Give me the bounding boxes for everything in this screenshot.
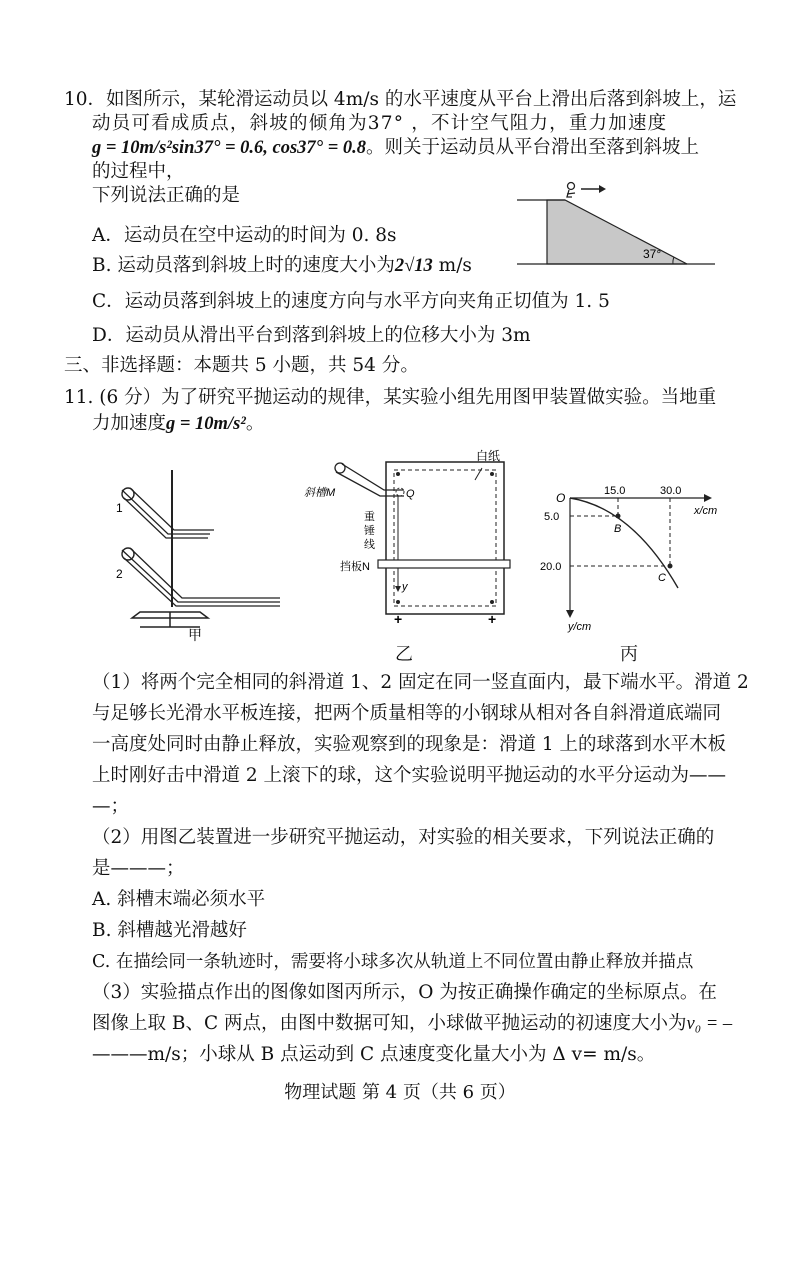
bing-x-tick-2: 30.0	[660, 485, 682, 497]
figure-yi	[300, 440, 525, 635]
q11-v0-blank: v₀ = –	[686, 1014, 733, 1034]
q11-p3-line3: ———m/s；小球从 B 点运动到 C 点速度变化量大小为 Δ v= m/s。	[92, 1044, 656, 1065]
jia-label-2: 2	[116, 567, 123, 581]
yi-chute-label: 斜槽M	[304, 487, 336, 499]
q11-line2	[92, 412, 264, 436]
svg-text:+: +	[394, 611, 403, 627]
q10-option-b	[92, 254, 472, 278]
q11-p1-line1: （1）将两个完全相同的斜滑道 1、2 固定在同一竖直面内，最下端水平。滑道 2	[92, 672, 749, 693]
q11-p1-line5: —；	[92, 796, 130, 817]
q10-option-d: D．运动员从滑出平台到落到斜坡上的位移大小为 3m	[92, 325, 531, 346]
q10-line2: 动员可看成质点，斜坡的倾角为37° ，不计空气阻力，重力加速度	[92, 113, 668, 134]
bing-c-label: C	[658, 572, 666, 584]
q10-line4: 的过程中，	[92, 161, 185, 182]
q11-p3-line2	[92, 1012, 732, 1036]
q11-p3-line1: （3）实验描点作出的图像如图丙所示，O 为按正确操作确定的坐标原点。在	[92, 982, 717, 1003]
slope-figure	[515, 178, 720, 270]
q11-p2-option-a: A. 斜槽末端必须水平	[92, 889, 266, 910]
q11-p2-option-c: C. 在描绘同一条轨迹时，需要将小球多次从轨道上不同位置由静止释放并描点	[92, 952, 694, 972]
jia-label-1: 1	[116, 501, 123, 515]
q10-line3-text: 。则关于运动员从平台滑出至落到斜坡上	[366, 137, 700, 158]
section-heading: 三、非选择题：本题共 5 小题，共 54 分。	[64, 355, 419, 376]
slope-angle-label: 37°	[643, 247, 662, 261]
q11-p2-option-b: B. 斜槽越光滑越好	[92, 920, 247, 941]
bing-x-unit: x/cm	[694, 505, 718, 517]
yi-plumb-1: 重	[364, 511, 375, 523]
bing-origin: O	[556, 491, 566, 505]
yi-caption-text: 乙	[395, 644, 413, 665]
q11-p1-line2: 与足够长光滑水平板连接，把两个质量相等的小钢球从相对各自斜滑道底端同	[92, 703, 722, 724]
figure-bing	[532, 478, 732, 638]
yi-paper-label: 白纸	[476, 449, 501, 463]
yi-y-label: y	[402, 581, 408, 593]
baffle-n	[378, 560, 510, 568]
q10-line1: 10．如图所示，某轮滑运动员以 4m/s 的水平速度从平台上滑出后落到斜坡上，运	[64, 89, 737, 110]
q10-option-a: A．运动员在空中运动的时间为 0. 8s	[92, 225, 397, 246]
q11-gravity-formula: g = 10m/s²	[166, 414, 246, 434]
q11-line1: 11. (6 分）为了研究平抛运动的规律，某实验小组先用图甲装置做实验。当地重	[64, 387, 717, 408]
q11-p3-line2-text: 图像上取 B、C 两点，由图中数据可知，小球做平抛运动的初速度大小为	[92, 1013, 687, 1034]
bing-y-tick-2: 20.0	[540, 561, 562, 573]
figure-jia	[100, 462, 290, 642]
point-b	[616, 514, 621, 519]
yi-board-label: 挡板N	[340, 561, 370, 573]
yi-q-label: Q	[406, 488, 415, 500]
q11-p1-line4: 上时刚好击中滑道 2 上滚下的球，这个实验说明平抛运动的水平分运动为——	[92, 765, 727, 786]
q10-line3	[92, 136, 699, 160]
q10-option-c: C．运动员落到斜坡上的速度方向与水平方向夹角正切值为 1. 5	[92, 291, 610, 312]
q10-option-b-value: 2√13	[394, 256, 433, 276]
yi-plumb-2: 锤	[364, 525, 375, 537]
q11-line2-text: 力加速度	[92, 413, 167, 434]
velocity-arrow-icon	[581, 185, 606, 193]
q11-p2-line2: 是———；	[92, 858, 185, 879]
q10-option-b-text: B. 运动员落到斜坡上时的速度大小为	[92, 255, 395, 276]
q10-line5: 下列说法正确的是	[92, 185, 241, 206]
q11-p2-line1: （2）用图乙装置进一步研究平抛运动，对实验的相关要求，下列说法正确的	[92, 827, 715, 848]
yi-plumb-3: 线	[364, 539, 375, 551]
bing-y-tick-1: 5.0	[544, 511, 560, 523]
q10-formula: g = 10m/s²sin37° = 0.6, cos37° = 0.8	[92, 138, 366, 158]
q11-line2-end: 。	[245, 413, 265, 434]
point-c	[668, 564, 673, 569]
page-footer: 物理试题 第 4 页（共 6 页）	[284, 1082, 516, 1103]
q10-option-b-unit: m/s	[432, 255, 472, 276]
bing-x-tick-1: 15.0	[604, 485, 626, 497]
chute-2	[122, 548, 280, 606]
slope-shape	[547, 200, 687, 264]
chute-1	[122, 488, 214, 538]
bing-caption: 丙	[620, 644, 638, 665]
skater-icon	[567, 183, 575, 198]
bing-b-label: B	[614, 523, 622, 535]
q11-p1-line3: 一高度处同时由静止释放，实验观察到的现象是：滑道 1 上的球落到水平木板	[92, 734, 727, 755]
jia-caption: 甲	[188, 627, 202, 642]
svg-text:+: +	[488, 611, 497, 627]
bing-y-unit: y/cm	[568, 621, 592, 633]
